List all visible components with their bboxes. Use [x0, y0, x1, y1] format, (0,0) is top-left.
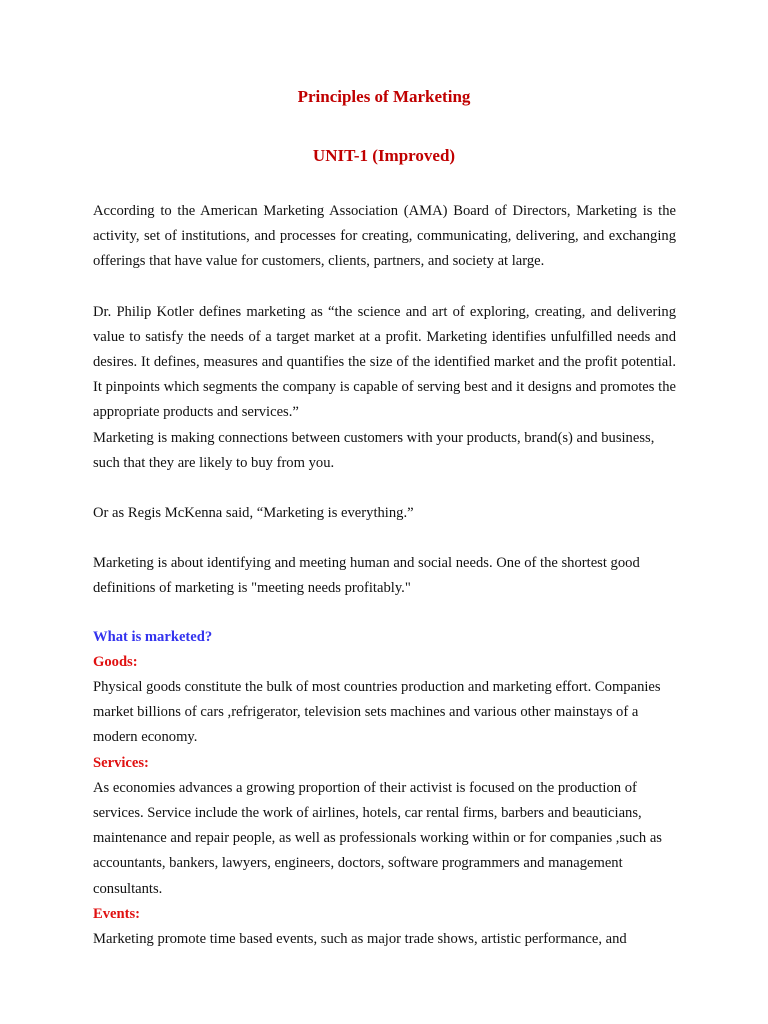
paragraph-events: Marketing promote time based events, such as major trade shows, artistic performance, and: [93, 931, 627, 948]
paragraph-mckenna-quote: Or as Regis McKenna said, “Marketing is everything.”: [93, 505, 414, 522]
paragraph-kotler-definition: Dr. Philip Kotler defines marketing as “the science and art of exploring, creating, and delivering value to satisfy the needs of a target market at a profit. Marketing identifies unfulfilled needs and desires. It defines, measures and quantifies the size of the identified market and the profit potential. It pinpoints which segments the company is capable of serving best and it designs and promotes the appropriate products and services.”: [93, 303, 676, 421]
document-title: Principles of Marketing: [297, 87, 471, 106]
paragraph-goods: Physical goods constitute the bulk of most countries production and marketing effort. Companies market billions of cars ,refrigerator, television sets machines and various other mainstays of a modern economy.: [93, 679, 661, 746]
paragraph-human-needs: Marketing is about identifying and meeting human and social needs. One of the shortest good definitions of marketing is "meeting needs profitably.": [93, 555, 640, 597]
paragraph-services: As economies advances a growing proportion of their activist is focused on the production of services. Service include the work of airlines, hotels, car rental firms, barbers and beauticians, maintenance and repair people, as well as professionals working within or for companies ,such as accountants, bankers, lawyers, engineers, doctors, software programmers and management consultants.: [93, 779, 662, 897]
unit-heading: UNIT-1 (Improved): [312, 146, 456, 165]
heading-what-is-marketed: What is marketed?: [93, 628, 213, 645]
heading-events: Events:: [93, 905, 141, 922]
heading-goods: Goods:: [93, 653, 138, 670]
document-body: [93, 199, 676, 952]
heading-services: Services:: [93, 754, 149, 771]
paragraph-ama-definition: According to the American Marketing Association (AMA) Board of Directors, Marketing is the activity, set of institutions, and processes for creating, communicating, delivering, and exchanging offerings that have value for customers, clients, partners, and society at large.: [93, 203, 676, 270]
paragraph-connections: Marketing is making connections between customers with your products, brand(s) and business, such that they are likely to buy from you.: [93, 429, 655, 471]
